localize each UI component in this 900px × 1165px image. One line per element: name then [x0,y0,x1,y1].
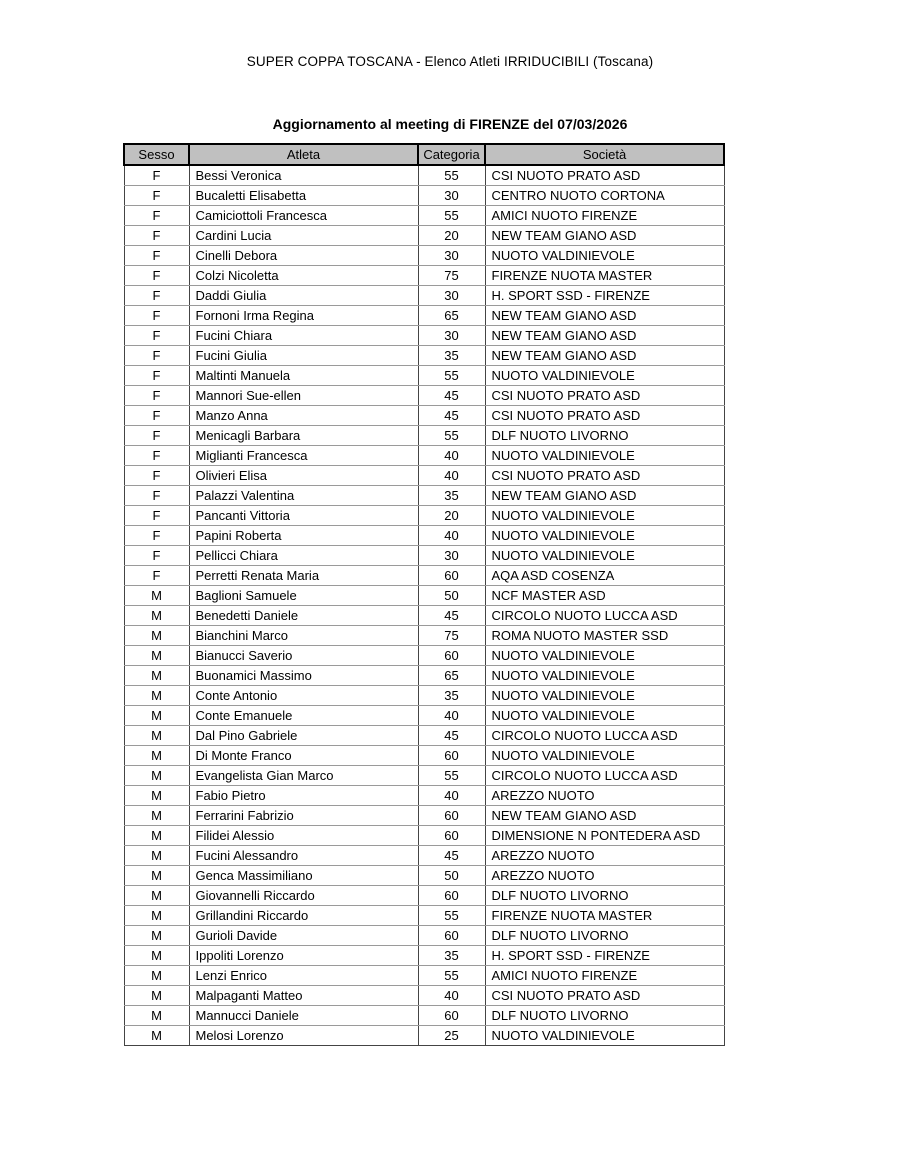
societa-cell: CSI NUOTO PRATO ASD [485,466,724,486]
sesso-cell: M [124,806,189,826]
atleta-cell: Genca Massimiliano [189,866,418,886]
sesso-cell: M [124,886,189,906]
categoria-cell: 45 [418,606,485,626]
table-row [124,566,724,586]
societa-cell: NUOTO VALDINIEVOLE [485,446,724,466]
societa-cell: DLF NUOTO LIVORNO [485,926,724,946]
update-subtitle: Aggiornamento al meeting di FIRENZE del 07/03/2026 [272,116,628,132]
atleta-cell: Mannori Sue-ellen [189,386,418,406]
atleta-cell: Giovannelli Riccardo [189,886,418,906]
categoria-cell: 75 [418,266,485,286]
atleta-cell: Buonamici Massimo [189,666,418,686]
sesso-cell: F [124,546,189,566]
sesso-cell: F [124,306,189,326]
sesso-cell: F [124,526,189,546]
categoria-cell: 60 [418,826,485,846]
categoria-cell: 35 [418,346,485,366]
categoria-cell: 40 [418,706,485,726]
categoria-cell: 60 [418,1006,485,1026]
categoria-cell: 60 [418,746,485,766]
societa-cell: CSI NUOTO PRATO ASD [485,165,724,186]
table-row [124,406,724,426]
atleta-cell: Conte Emanuele [189,706,418,726]
table-row [124,586,724,606]
societa-cell: ROMA NUOTO MASTER SSD [485,626,724,646]
sesso-cell: F [124,406,189,426]
sesso-cell: F [124,426,189,446]
table-row [124,306,724,326]
atleta-cell: Ferrarini Fabrizio [189,806,418,826]
categoria-cell: 40 [418,526,485,546]
sesso-cell: M [124,586,189,606]
societa-cell: NUOTO VALDINIEVOLE [485,366,724,386]
table-header-row [124,144,724,165]
table-row [124,446,724,466]
atleta-cell: Menicagli Barbara [189,426,418,446]
categoria-cell: 60 [418,566,485,586]
categoria-cell: 30 [418,286,485,306]
sesso-cell: F [124,226,189,246]
sesso-cell: F [124,206,189,226]
sesso-cell: F [124,346,189,366]
categoria-cell: 45 [418,386,485,406]
societa-cell: NCF MASTER ASD [485,586,724,606]
societa-cell: AMICI NUOTO FIRENZE [485,966,724,986]
categoria-cell: 55 [418,966,485,986]
atleta-cell: Grillandini Riccardo [189,906,418,926]
societa-cell: DIMENSIONE N PONTEDERA ASD [485,826,724,846]
societa-cell: CSI NUOTO PRATO ASD [485,986,724,1006]
societa-cell: FIRENZE NUOTA MASTER [485,906,724,926]
atleta-cell: Cardini Lucia [189,226,418,246]
atleta-cell: Pancanti Vittoria [189,506,418,526]
table-row [124,1006,724,1026]
societa-cell: CSI NUOTO PRATO ASD [485,386,724,406]
sesso-cell: M [124,926,189,946]
societa-cell: NUOTO VALDINIEVOLE [485,546,724,566]
societa-cell: AQA ASD COSENZA [485,566,724,586]
sesso-cell: M [124,906,189,926]
categoria-cell: 45 [418,846,485,866]
atleta-cell: Colzi Nicoletta [189,266,418,286]
sesso-cell: F [124,446,189,466]
atleta-cell: Bianucci Saverio [189,646,418,666]
societa-cell: NUOTO VALDINIEVOLE [485,646,724,666]
atleta-cell: Fornoni Irma Regina [189,306,418,326]
table-row [124,326,724,346]
table-row [124,526,724,546]
atleta-cell: Dal Pino Gabriele [189,726,418,746]
societa-cell: CENTRO NUOTO CORTONA [485,186,724,206]
societa-cell: NUOTO VALDINIEVOLE [485,1026,724,1046]
societa-cell: NUOTO VALDINIEVOLE [485,246,724,266]
societa-cell: CIRCOLO NUOTO LUCCA ASD [485,606,724,626]
categoria-cell: 40 [418,986,485,1006]
header-categoria: Categoria [418,144,485,165]
sesso-cell: F [124,366,189,386]
sesso-cell: M [124,866,189,886]
sesso-cell: M [124,766,189,786]
categoria-cell: 25 [418,1026,485,1046]
table-row [124,826,724,846]
table-row [124,186,724,206]
sesso-cell: M [124,606,189,626]
societa-cell: AREZZO NUOTO [485,846,724,866]
societa-cell: H. SPORT SSD - FIRENZE [485,286,724,306]
sesso-cell: F [124,326,189,346]
atleta-cell: Pellicci Chiara [189,546,418,566]
societa-cell: NUOTO VALDINIEVOLE [485,706,724,726]
atleta-cell: Melosi Lorenzo [189,1026,418,1046]
table-row [124,886,724,906]
categoria-cell: 65 [418,666,485,686]
sesso-cell: F [124,386,189,406]
sesso-cell: M [124,786,189,806]
atleta-cell: Lenzi Enrico [189,966,418,986]
atleta-cell: Manzo Anna [189,406,418,426]
sesso-cell: M [124,966,189,986]
atleta-cell: Ippoliti Lorenzo [189,946,418,966]
atleta-cell: Camiciottoli Francesca [189,206,418,226]
atleta-cell: Fucini Giulia [189,346,418,366]
table-row [124,806,724,826]
categoria-cell: 40 [418,786,485,806]
categoria-cell: 60 [418,646,485,666]
table-row [124,926,724,946]
table-row [124,966,724,986]
categoria-cell: 45 [418,726,485,746]
societa-cell: DLF NUOTO LIVORNO [485,886,724,906]
categoria-cell: 20 [418,506,485,526]
societa-cell: FIRENZE NUOTA MASTER [485,266,724,286]
table-row [124,646,724,666]
table-row [124,626,724,646]
categoria-cell: 50 [418,866,485,886]
societa-cell: NUOTO VALDINIEVOLE [485,666,724,686]
atleta-cell: Fucini Alessandro [189,846,418,866]
page-title: SUPER COPPA TOSCANA - Elenco Atleti IRRIDUCIBILI (Toscana) [246,54,654,69]
table-row [124,165,724,186]
atleta-cell: Papini Roberta [189,526,418,546]
atleta-cell: Filidei Alessio [189,826,418,846]
atleta-cell: Benedetti Daniele [189,606,418,626]
table-row [124,506,724,526]
societa-cell: AMICI NUOTO FIRENZE [485,206,724,226]
categoria-cell: 35 [418,486,485,506]
categoria-cell: 60 [418,806,485,826]
table-row [124,606,724,626]
categoria-cell: 55 [418,906,485,926]
table-row [124,346,724,366]
categoria-cell: 30 [418,326,485,346]
categoria-cell: 45 [418,406,485,426]
societa-cell: NUOTO VALDINIEVOLE [485,686,724,706]
table-row [124,1026,724,1046]
societa-cell: NEW TEAM GIANO ASD [485,486,724,506]
categoria-cell: 65 [418,306,485,326]
atleta-cell: Olivieri Elisa [189,466,418,486]
table-row [124,366,724,386]
header-sesso: Sesso [124,144,189,165]
header-societa: Società [485,144,724,165]
sesso-cell: M [124,626,189,646]
sesso-cell: F [124,266,189,286]
table-row [124,286,724,306]
categoria-cell: 20 [418,226,485,246]
table-row [124,766,724,786]
table-row [124,666,724,686]
societa-cell: NEW TEAM GIANO ASD [485,306,724,326]
header-atleta: Atleta [189,144,418,165]
atleta-cell: Gurioli Davide [189,926,418,946]
sesso-cell: M [124,1026,189,1046]
categoria-cell: 35 [418,946,485,966]
sesso-cell: F [124,566,189,586]
atleta-cell: Baglioni Samuele [189,586,418,606]
sesso-cell: M [124,1006,189,1026]
societa-cell: NEW TEAM GIANO ASD [485,226,724,246]
categoria-cell: 30 [418,186,485,206]
sesso-cell: M [124,706,189,726]
table-row [124,206,724,226]
categoria-cell: 30 [418,246,485,266]
atleta-cell: Perretti Renata Maria [189,566,418,586]
table-row [124,726,724,746]
athletes-table [123,143,725,1046]
societa-cell: NEW TEAM GIANO ASD [485,326,724,346]
societa-cell: DLF NUOTO LIVORNO [485,1006,724,1026]
sesso-cell: F [124,286,189,306]
categoria-cell: 40 [418,466,485,486]
atleta-cell: Evangelista Gian Marco [189,766,418,786]
sesso-cell: F [124,186,189,206]
table-row [124,866,724,886]
table-row [124,246,724,266]
table-row [124,546,724,566]
sesso-cell: M [124,826,189,846]
table-row [124,426,724,446]
atleta-cell: Conte Antonio [189,686,418,706]
atleta-cell: Di Monte Franco [189,746,418,766]
atleta-cell: Daddi Giulia [189,286,418,306]
atleta-cell: Bucaletti Elisabetta [189,186,418,206]
table-row [124,266,724,286]
societa-cell: AREZZO NUOTO [485,786,724,806]
atleta-cell: Miglianti Francesca [189,446,418,466]
sesso-cell: M [124,726,189,746]
societa-cell: H. SPORT SSD - FIRENZE [485,946,724,966]
table-row [124,786,724,806]
categoria-cell: 55 [418,206,485,226]
table-row [124,226,724,246]
categoria-cell: 55 [418,366,485,386]
societa-cell: NUOTO VALDINIEVOLE [485,506,724,526]
categoria-cell: 35 [418,686,485,706]
atleta-cell: Mannucci Daniele [189,1006,418,1026]
table-row [124,986,724,1006]
atleta-cell: Maltinti Manuela [189,366,418,386]
sesso-cell: M [124,686,189,706]
societa-cell: AREZZO NUOTO [485,866,724,886]
categoria-cell: 75 [418,626,485,646]
table-row [124,946,724,966]
table-row [124,906,724,926]
categoria-cell: 60 [418,926,485,946]
table-row [124,846,724,866]
atleta-cell: Palazzi Valentina [189,486,418,506]
sesso-cell: F [124,486,189,506]
sesso-cell: F [124,466,189,486]
table-row [124,686,724,706]
categoria-cell: 40 [418,446,485,466]
categoria-cell: 50 [418,586,485,606]
societa-cell: NUOTO VALDINIEVOLE [485,526,724,546]
atleta-cell: Fucini Chiara [189,326,418,346]
categoria-cell: 60 [418,886,485,906]
societa-cell: DLF NUOTO LIVORNO [485,426,724,446]
atleta-cell: Bianchini Marco [189,626,418,646]
sesso-cell: M [124,946,189,966]
categoria-cell: 30 [418,546,485,566]
societa-cell: CSI NUOTO PRATO ASD [485,406,724,426]
table-row [124,466,724,486]
societa-cell: NEW TEAM GIANO ASD [485,346,724,366]
table-row [124,486,724,506]
societa-cell: CIRCOLO NUOTO LUCCA ASD [485,766,724,786]
sesso-cell: M [124,646,189,666]
table-row [124,386,724,406]
societa-cell: NEW TEAM GIANO ASD [485,806,724,826]
atleta-cell: Malpaganti Matteo [189,986,418,1006]
sesso-cell: M [124,846,189,866]
table-row [124,746,724,766]
sesso-cell: M [124,666,189,686]
sesso-cell: M [124,986,189,1006]
sesso-cell: F [124,246,189,266]
categoria-cell: 55 [418,165,485,186]
sesso-cell: F [124,506,189,526]
atleta-cell: Fabio Pietro [189,786,418,806]
atleta-cell: Cinelli Debora [189,246,418,266]
table-row [124,706,724,726]
sesso-cell: F [124,165,189,186]
categoria-cell: 55 [418,766,485,786]
athletes-table-body [124,165,724,1046]
societa-cell: CIRCOLO NUOTO LUCCA ASD [485,726,724,746]
societa-cell: NUOTO VALDINIEVOLE [485,746,724,766]
categoria-cell: 55 [418,426,485,446]
atleta-cell: Bessi Veronica [189,165,418,186]
sesso-cell: M [124,746,189,766]
